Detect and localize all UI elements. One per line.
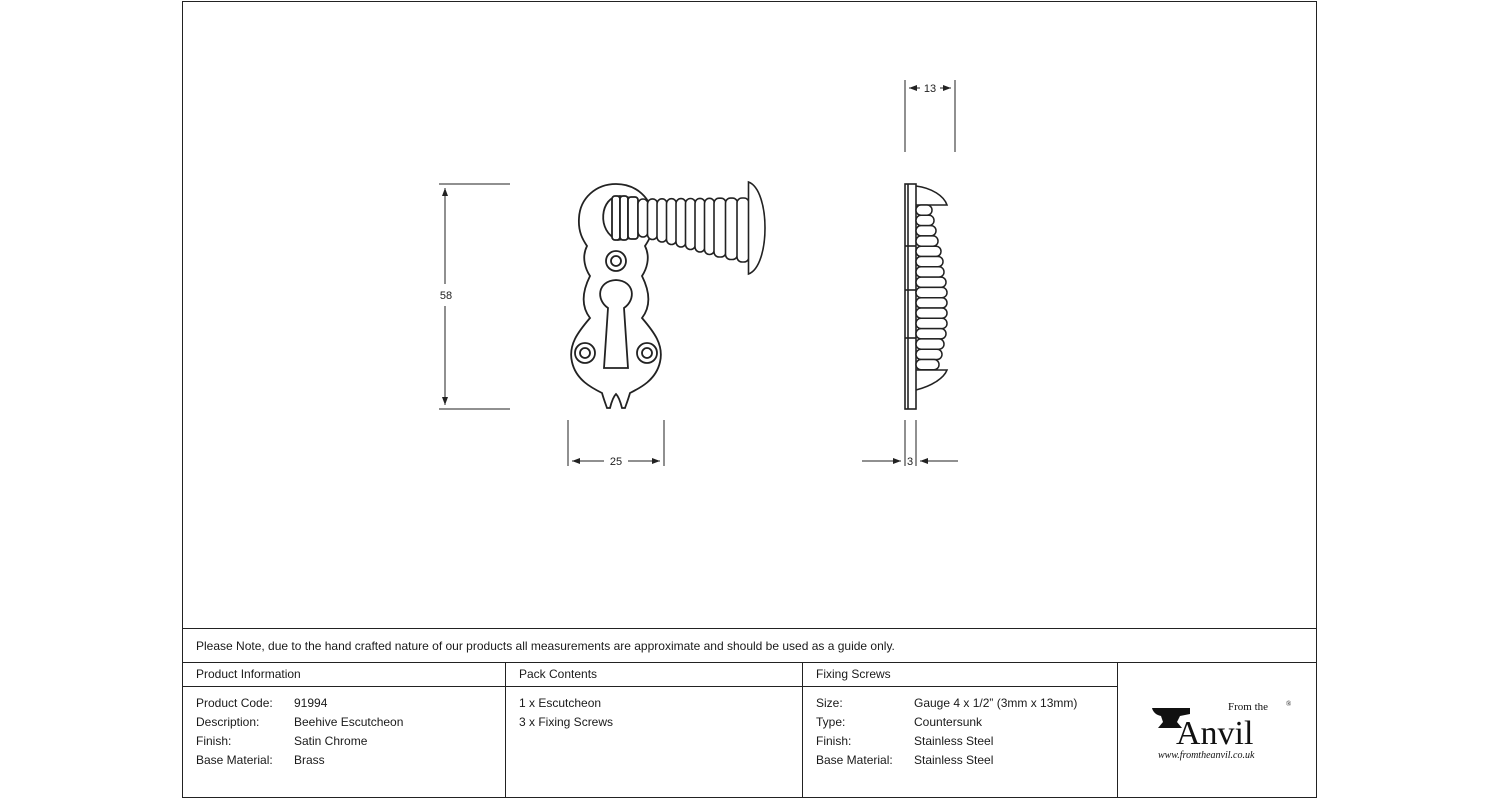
screw-hole-left-inner (580, 348, 590, 358)
product-information-title: Product Information (196, 667, 301, 681)
description-value: Beehive Escutcheon (294, 715, 404, 729)
screw-hole-left (575, 343, 595, 363)
pack-item: 3 x Fixing Screws (519, 715, 614, 729)
side-cap-bottom (916, 370, 947, 390)
fixing-screws-title: Fixing Screws (816, 667, 891, 681)
side-ring (916, 287, 947, 297)
beehive-ring (657, 199, 667, 242)
logo-top-text: From the (1228, 701, 1269, 713)
screw-type-value: Countersunk (914, 715, 983, 729)
side-ring (916, 246, 941, 256)
beehive-ring (686, 199, 696, 250)
beehive-cover (603, 196, 638, 240)
beehive-ring (705, 198, 715, 254)
screw-base-material-label: Base Material: (816, 753, 893, 767)
measurement-note: Please Note, due to the hand crafted nature of our products all measurements are approximate and should be used as a guide only. (196, 639, 895, 653)
side-ring (916, 267, 944, 277)
side-ring (916, 349, 942, 359)
side-ring (916, 308, 947, 318)
screw-finish-label: Finish: (816, 734, 852, 748)
screw-hole-top (606, 251, 626, 271)
beehive-ring (695, 198, 705, 252)
beehive-ring (737, 198, 749, 262)
divider-header-bottom (182, 686, 1117, 687)
base-material-label: Base Material: (196, 753, 273, 767)
side-plate (905, 184, 916, 409)
side-ring (916, 205, 932, 215)
logo-registered-mark: ® (1286, 700, 1292, 708)
side-cap-top (916, 186, 947, 205)
dimension-width-label: 25 (609, 456, 623, 468)
divider-col-2 (802, 662, 803, 798)
side-ring (916, 257, 943, 267)
side-ring (916, 226, 936, 236)
side-view-rings (916, 205, 947, 370)
side-ring (916, 215, 934, 225)
dimension-height-label: 58 (439, 290, 453, 302)
side-ring (916, 298, 947, 308)
keyhole (600, 280, 632, 368)
side-ring (916, 329, 946, 339)
description-label: Description: (196, 715, 260, 729)
finish-value: Satin Chrome (294, 734, 368, 748)
from-the-anvil-logo (1150, 698, 1295, 768)
side-ring (916, 277, 946, 287)
beehive-cap (749, 182, 766, 274)
dimension-thickness-label: 3 (906, 456, 914, 468)
beehive-ring (726, 198, 738, 259)
side-ring (916, 236, 938, 246)
screw-size-value: Gauge 4 x 1/2” (3mm x 13mm) (914, 696, 1078, 710)
screw-type-label: Type: (816, 715, 846, 729)
side-ring (916, 339, 944, 349)
divider-header-top (182, 662, 1317, 663)
divider-col-1 (505, 662, 506, 798)
screw-finish-value: Stainless Steel (914, 734, 994, 748)
logo-url: www.fromtheanvil.co.uk (1158, 750, 1255, 761)
beehive-ring (638, 199, 648, 237)
screw-base-material-value: Stainless Steel (914, 753, 994, 767)
screw-hole-right (637, 343, 657, 363)
pack-contents-title: Pack Contents (519, 667, 598, 681)
logo-brand: Anvil (1176, 715, 1254, 752)
beehive-ring (667, 199, 677, 245)
divider-col-3 (1117, 662, 1118, 798)
beehive-ring (676, 199, 686, 247)
product-code-value: 91994 (294, 696, 328, 710)
pack-item: 1 x Escutcheon (519, 696, 602, 710)
dimension-depth-label: 13 (923, 83, 937, 95)
screw-hole-top-inner (611, 256, 621, 266)
base-material-value: Brass (294, 753, 325, 767)
screw-size-label: Size: (816, 696, 843, 710)
divider-note-top (182, 628, 1317, 629)
screw-hole-right-inner (642, 348, 652, 358)
beehive-ring (648, 199, 658, 240)
side-ring (916, 360, 939, 370)
side-ring (916, 318, 947, 328)
dimension-lines (439, 80, 958, 466)
finish-label: Finish: (196, 734, 232, 748)
beehive-cover-rings (638, 182, 765, 274)
product-code-label: Product Code: (196, 696, 273, 710)
beehive-ring (714, 198, 726, 257)
